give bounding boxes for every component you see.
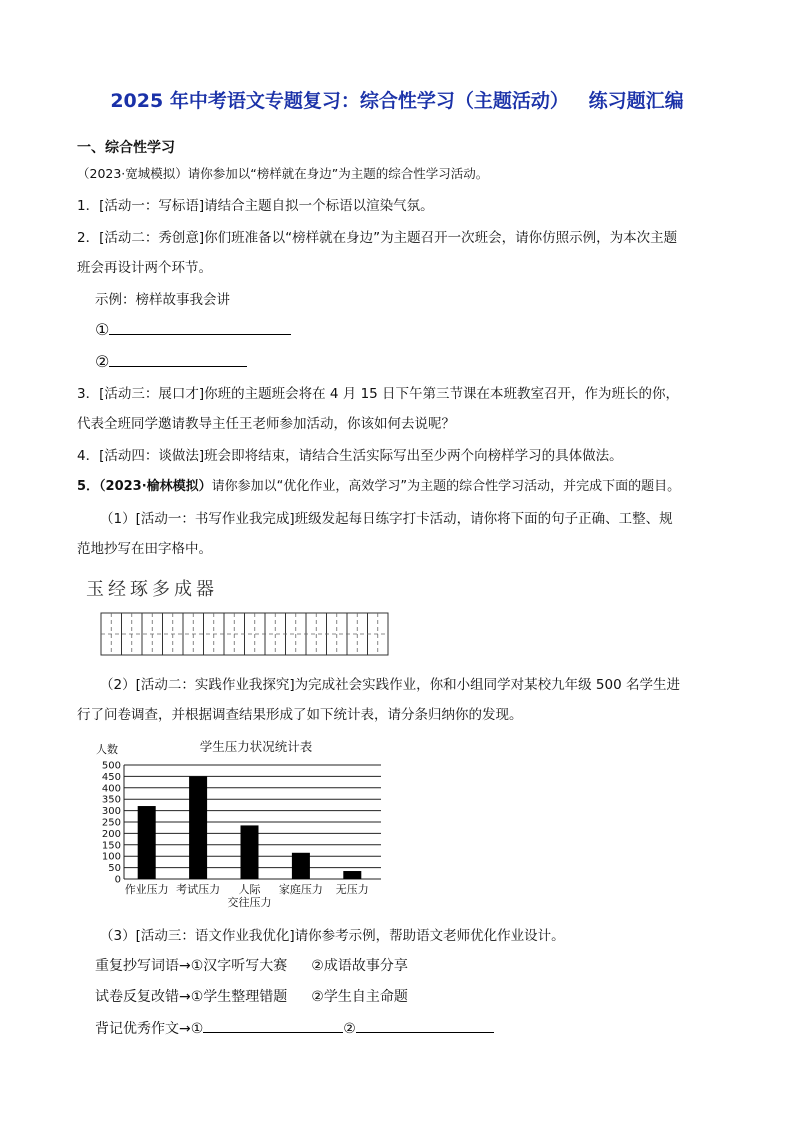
chart-x-tick-label: 考试压力 — [176, 883, 221, 896]
tianzige-grid[interactable] — [100, 612, 390, 656]
question-5-number: 5． — [77, 479, 100, 494]
question-5-tag: （2023·榆林模拟） — [99, 479, 212, 494]
question-5-1-line-2: 范地抄写在田字格中。 — [77, 541, 212, 557]
question-5-3: （3）[活动三：语文作业我优化]请你参考示例，帮助语文老师优化作业设计。 — [100, 928, 565, 944]
circle-number-1: ① — [95, 320, 110, 339]
chart-y-tick-label: 350 — [101, 794, 121, 806]
question-5-text: 请你参加以“优化作业，高效学习”为主题的综合性学习活动，并完成下面的题目。 — [211, 479, 681, 494]
chart-y-tick-label: 250 — [101, 817, 121, 829]
chart-y-tick-label: 0 — [114, 874, 121, 886]
answer-row-3 — [95, 1018, 494, 1039]
chart-y-tick-label: 450 — [101, 771, 121, 783]
question-4: 4．[活动四：谈做法]班会即将结束，请结合生活实际写出至少两个向榜样学习的具体做法。 — [77, 448, 623, 464]
chart-title: 学生压力状况统计表 — [199, 739, 313, 754]
chart-y-tick-label: 400 — [101, 783, 121, 795]
chart-bar — [138, 806, 156, 879]
question-5 — [77, 477, 680, 497]
circle-number-3b: ② — [343, 1021, 356, 1037]
question-3-line-1: 3．[活动三：展口才]你班的主题班会将在 4 月 15 日下午第三节课在本班教室召开，作为班长的你， — [77, 386, 680, 402]
example-2-option-b: ②学生自主命题 — [311, 989, 408, 1005]
answer-blank-2[interactable] — [109, 352, 247, 367]
chart-x-tick-label: 家庭压力 — [278, 883, 323, 896]
chart-bar — [189, 776, 207, 879]
chart-y-tick-label: 50 — [108, 863, 121, 875]
question-2-line-2: 班会再设计两个环节。 — [77, 260, 212, 276]
pressure-bar-chart — [96, 733, 396, 913]
calligraphy-sentence: 玉经琢多成器 — [86, 579, 218, 600]
answer-line-2 — [95, 352, 247, 372]
chart-y-tick-label: 150 — [101, 840, 121, 852]
example-row-2 — [95, 987, 408, 1007]
example-2-lead: 试卷反复改错→ — [95, 989, 191, 1005]
answer-blank-3a[interactable] — [203, 1018, 343, 1033]
chart-y-tick-label: 100 — [101, 851, 121, 863]
chart-y-tick-label: 500 — [101, 760, 121, 772]
chart-y-tick-label: 200 — [101, 828, 121, 840]
answer-line-1 — [95, 320, 291, 340]
circle-number-3a: ① — [190, 1021, 204, 1037]
question-5-2-line-2: 行了问卷调查，并根据调查结果形成了如下统计表，请分条归纳你的发现。 — [77, 707, 523, 723]
question-1: 1．[活动一：写标语]请结合主题自拟一个标语以渲染气氛。 — [77, 198, 434, 214]
answer-row-3-lead: 背记优秀作文→ — [95, 1021, 191, 1037]
chart-bar — [292, 853, 310, 879]
chart-y-tick-label: 300 — [101, 806, 121, 818]
section-heading: 一、综合性学习 — [77, 140, 175, 156]
question-5-2-line-1: （2）[活动二：实践作业我探究]为完成社会实践作业，你和小组同学对某校九年级 500 名学生进 — [100, 677, 680, 693]
question-2-example: 示例：榜样故事我会讲 — [95, 292, 230, 308]
chart-y-axis-label: 人数 — [96, 743, 118, 756]
chart-x-tick-label: 交往压力 — [227, 896, 272, 909]
question-2-line-1: 2．[活动二：秀创意]你们班准备以“榜样就在身边”为主题召开一次班会，请你仿照示例，为本次主题 — [77, 230, 678, 246]
chart-bar — [343, 871, 361, 879]
question-intro: （2023·宽城模拟）请你参加以“榜样就在身边”为主题的综合性学习活动。 — [77, 166, 489, 181]
question-5-1-line-1: （1）[活动一：书写作业我完成]班级发起每日练字打卡活动，请你将下面的句子正确、工整、规 — [100, 511, 673, 527]
chart-x-tick-label: 无压力 — [335, 883, 369, 896]
answer-blank-3b[interactable] — [356, 1018, 494, 1033]
page-title: 2025 年中考语文专题复习：综合性学习（主题活动） 练习题汇编 — [110, 90, 684, 112]
chart-x-tick-label: 作业压力 — [124, 883, 169, 896]
circle-number-2: ② — [95, 352, 110, 371]
example-1-lead: 重复抄写词语→ — [95, 958, 191, 974]
chart-x-tick-label: 人际 — [238, 883, 261, 896]
example-row-1 — [95, 956, 408, 976]
example-2-option-a: ①学生整理错题 — [190, 989, 288, 1005]
question-3-line-2: 代表全班同学邀请教导主任王老师参加活动，你该如何去说呢？ — [77, 416, 455, 432]
chart-bar — [241, 825, 259, 879]
example-1-option-a: ①汉字听写大赛 — [190, 958, 288, 974]
answer-blank-1[interactable] — [109, 320, 291, 335]
example-1-option-b: ②成语故事分享 — [311, 958, 408, 974]
